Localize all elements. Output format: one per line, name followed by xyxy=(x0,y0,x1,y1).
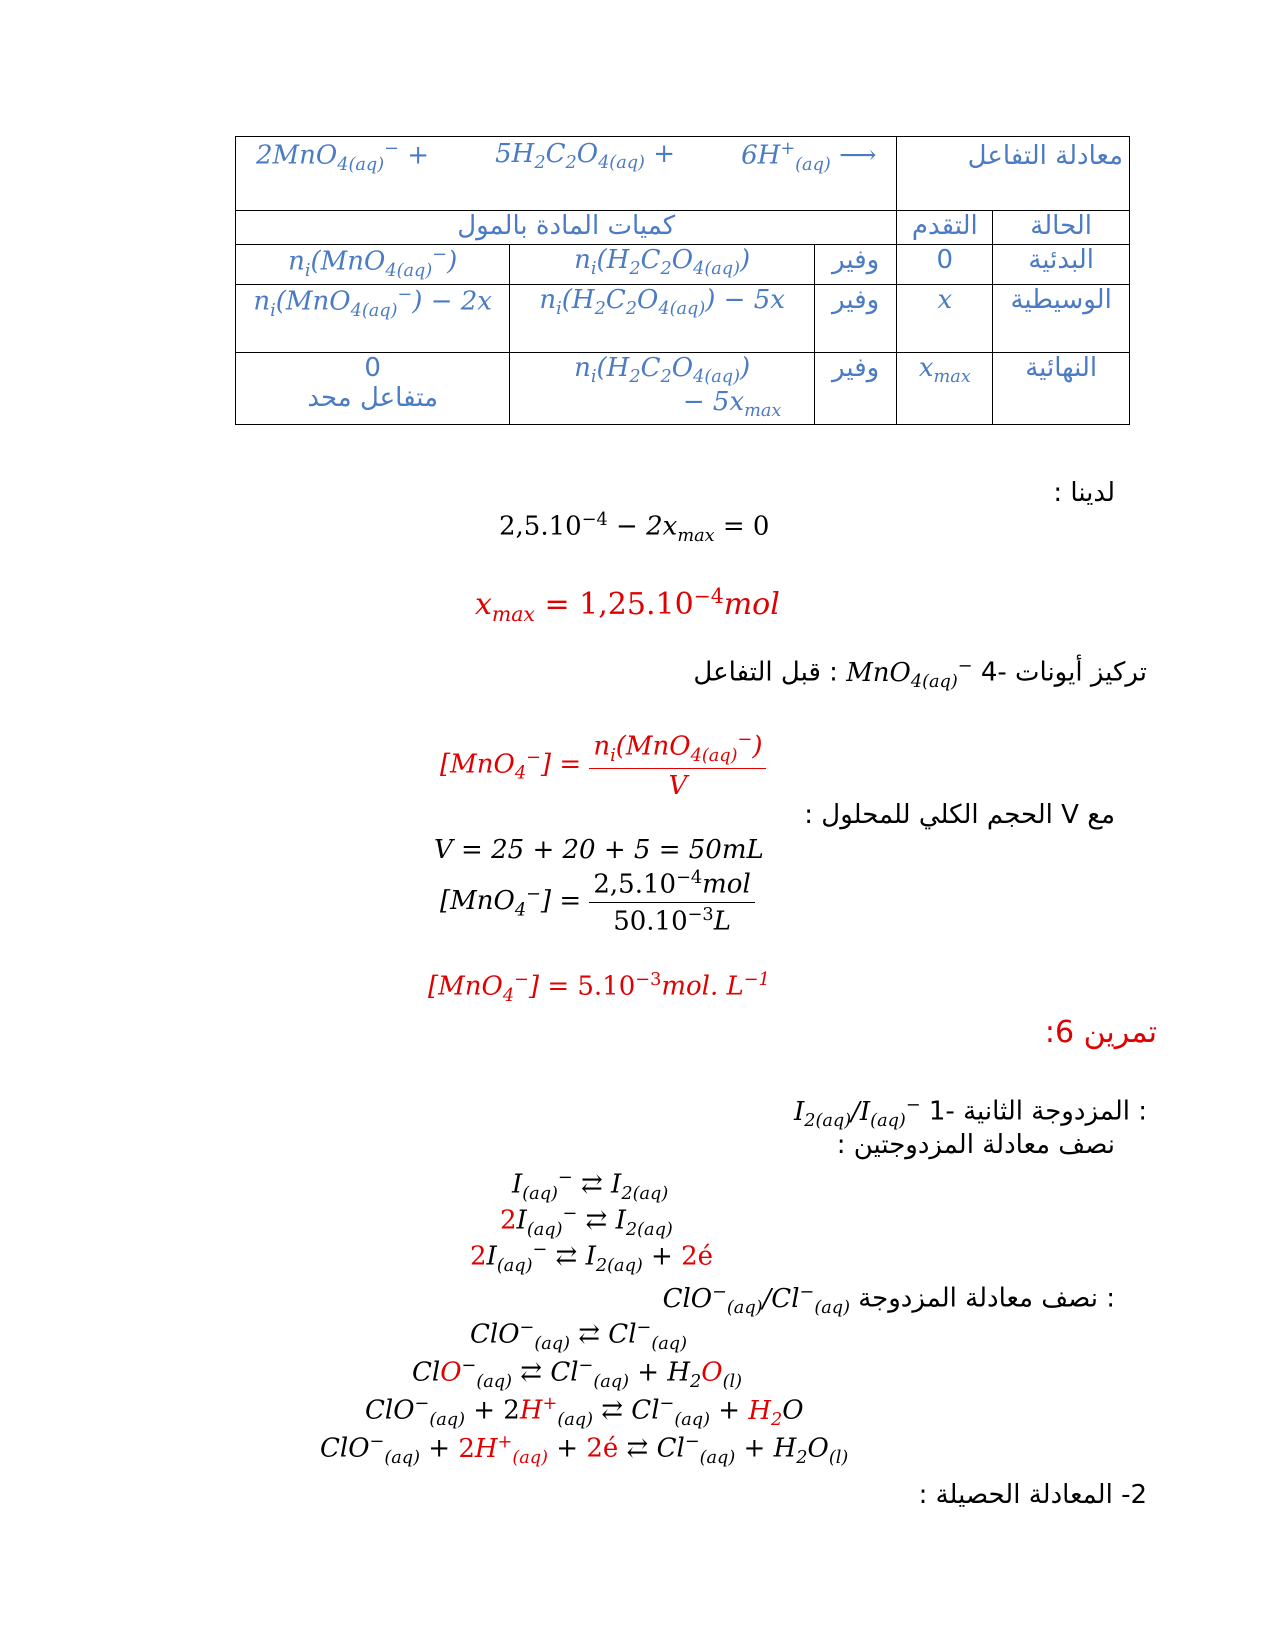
question-1: $I_{2(aq)}/I_{(aq)}^-$ 1- المزدوجة الثانية : xyxy=(793,1095,1147,1131)
eq-term-h2c2o4: $5H_2C_2O_{4(aq)}$ + xyxy=(495,139,676,174)
question-4: قبل التفاعل : MnO$_{4(aq)}$− 4- تركيز أيونات xyxy=(693,656,1147,692)
volume-note: مع V الحجم الكلي للمحلول : xyxy=(804,800,1115,830)
chlorine-eq-1: ClO−$_{(aq)}$ ⇄ $Cl^-_{(aq)}$ xyxy=(470,1318,687,1354)
equation-label: معادلة التفاعل xyxy=(967,141,1123,171)
concentration-calc: [MnO$_4$−] = $\frac{2,5.10^{-4}mol}{50.10^{-3}L}$ xyxy=(440,868,755,936)
iodine-eq-3: $2I_{(aq)}^-$ ⇄ $I_{2(aq)}$ + 2é xyxy=(470,1240,714,1276)
final-progress: $x_{max}$ xyxy=(897,353,993,425)
exercise-title: تمرين 6: xyxy=(1044,1015,1157,1050)
chlorine-eq-4: $ClO^-_{(aq)} + 2H^+_{(aq)}$ + 2é ⇄ $Cl^-_{(aq)} + H_2O_{(l)}$ xyxy=(320,1432,849,1468)
state-header: الحالة xyxy=(993,211,1130,245)
half-eq-one: $ClO^-_{(aq)}/Cl^-_{(aq)}$ نصف معادلة المزدوجة : xyxy=(662,1282,1115,1318)
table-row xyxy=(236,285,1130,353)
xmax-result: $x_{max} = 1,25.10^{-4}mol$ xyxy=(475,584,780,626)
final-excess: وفير xyxy=(814,353,896,425)
volume-sum: V = 25 + 20 + 5 = 50mL xyxy=(434,835,764,865)
concentration-formula: [MnO$_4$−] = $\frac{n_i(MnO_{4(aq)}^-)}{V}$ xyxy=(440,730,766,801)
iodine-eq-1: $I_{(aq)}^-$ ⇄ $I_{2(aq)}$ xyxy=(512,1168,669,1204)
chlorine-eq-2: ClO−$_{(aq)}$ ⇄ $Cl^-_{(aq)} + H_2O_{(l)}$ xyxy=(412,1356,743,1392)
intermediate-mno4: $n_i(MnO_{4(aq)}^-) - 2x$ xyxy=(236,285,510,353)
limiting-reagent-label: متفاعل محد xyxy=(307,383,439,413)
initial-mno4: $n_i(MnO_{4(aq)}^-)$ xyxy=(236,245,510,285)
intermediate-excess: وفير xyxy=(814,285,896,353)
reaction-equation-cell xyxy=(236,137,897,211)
table-row xyxy=(236,245,1130,285)
advancement-table xyxy=(235,136,1130,425)
eq-term-mno4: 2MnO$_{4(aq)}$− + xyxy=(256,139,429,175)
we-have-label: لدينا : xyxy=(1053,478,1115,508)
initial-excess: وفير xyxy=(814,245,896,285)
final-mno4: 0 متفاعل محد xyxy=(236,353,510,425)
eq-term-h: $6H^+_{(aq)}$ ⟶ xyxy=(741,139,877,175)
equation-label-cell xyxy=(897,137,1130,211)
initial-state: البدئية xyxy=(993,245,1130,285)
chlorine-eq-3: $ClO^-_{(aq)} + 2H^+_{(aq)}$ ⇄ $Cl^-_{(aq)} + H_2O$ xyxy=(365,1394,804,1430)
progress-header: التقدم xyxy=(897,211,993,245)
initial-progress: 0 xyxy=(897,245,993,285)
half-eq-two-label: نصف معادلة المزدوجتين : xyxy=(836,1130,1115,1160)
table-row xyxy=(236,353,1130,425)
intermediate-h2c2o4: $n_i(H_2C_2O_{4(aq)}) - 5x$ xyxy=(510,285,815,353)
final-h2c2o4: $n_i(H_2C_2O_{4(aq)})$ − $5x_{max}$ xyxy=(510,353,815,425)
iodine-eq-2: $2I_{(aq)}^-$ ⇄ $I_{2(aq)}$ xyxy=(500,1204,673,1240)
initial-h2c2o4: $n_i(H_2C_2O_{4(aq)})$ xyxy=(510,245,815,285)
xmax-equation: $2,5.10^{-4} - 2x_{max} = 0$ xyxy=(499,510,770,546)
concentration-result: $[MnO_4^-] = 5.10^{-3}mol$. $L^{-1}$ xyxy=(428,970,770,1006)
amounts-header: كميات المادة بالمول xyxy=(236,211,897,245)
final-state: النهائية xyxy=(993,353,1130,425)
intermediate-progress: x xyxy=(897,285,993,353)
question-2: 2- المعادلة الحصيلة : xyxy=(918,1480,1147,1510)
intermediate-state: الوسيطية xyxy=(993,285,1130,353)
